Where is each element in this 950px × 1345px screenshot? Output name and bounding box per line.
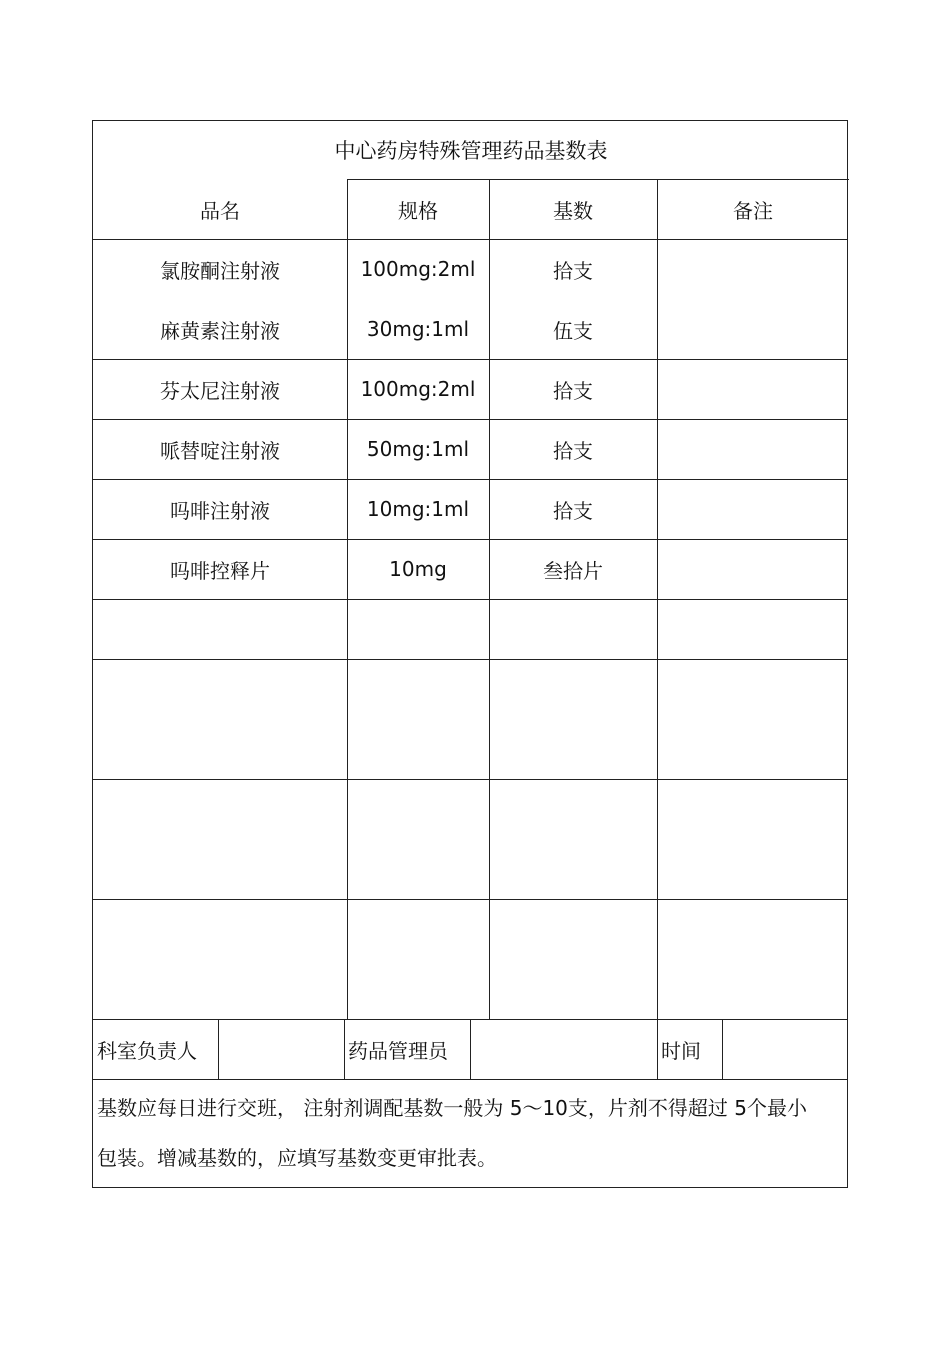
drug-name: 芬太尼注射液 — [160, 378, 280, 403]
dept-head-label: 科室负责人 — [97, 1038, 197, 1063]
rule-row-10 — [93, 1079, 847, 1080]
header-count: 基数 — [553, 198, 593, 223]
drug-remark[interactable] — [657, 419, 849, 479]
drug-name: 哌替啶注射液 — [160, 438, 280, 463]
header-name: 品名 — [200, 198, 240, 223]
form-title: 中心药房特殊管理药品基数表 — [334, 139, 608, 163]
rule-row-5 — [93, 599, 847, 600]
note-line-2: 包装。增减基数的，应填写基数变更审批表。 — [97, 1146, 497, 1170]
drug-count: 叁拾片 — [543, 558, 603, 583]
drug-name: 氯胺酮注射液 — [160, 258, 280, 283]
drug-remark[interactable] — [657, 539, 849, 599]
drug-remark[interactable] — [657, 359, 849, 419]
drug-remark[interactable] — [657, 299, 849, 359]
drug-name: 吗啡注射液 — [170, 498, 270, 523]
rule-row-6 — [93, 659, 847, 660]
drug-base-quantity-form — [92, 120, 848, 1188]
rule-row-8 — [93, 899, 847, 900]
drug-spec: 100mg:2ml — [360, 257, 476, 281]
drug-count: 拾支 — [553, 378, 593, 403]
time-field[interactable] — [722, 1019, 849, 1079]
drug-spec: 100mg:2ml — [360, 377, 476, 401]
drug-name: 麻黄素注射液 — [160, 318, 280, 343]
drug-spec: 10mg — [389, 557, 447, 581]
drug-count: 拾支 — [553, 438, 593, 463]
drug-count: 拾支 — [553, 258, 593, 283]
header-remark: 备注 — [733, 198, 773, 223]
header-spec: 规格 — [398, 198, 438, 223]
footer-note — [97, 1083, 845, 1183]
drug-spec: 30mg:1ml — [366, 317, 470, 341]
time-label: 时间 — [661, 1038, 701, 1063]
drug-count: 拾支 — [553, 498, 593, 523]
rule-row-7 — [93, 779, 847, 780]
drug-count: 伍支 — [553, 318, 593, 343]
drug-spec: 50mg:1ml — [366, 437, 470, 461]
note-line-1: 基数应每日进行交班， 注射剂调配基数一般为 5～10支，片剂不得超过 5个最小 — [97, 1096, 807, 1120]
drug-spec: 10mg:1ml — [366, 497, 470, 521]
dept-head-field[interactable] — [218, 1019, 344, 1079]
drug-name: 吗啡控释片 — [170, 558, 270, 583]
drug-remark[interactable] — [657, 479, 849, 539]
drug-remark[interactable] — [657, 239, 849, 299]
pharmacist-field[interactable] — [470, 1019, 657, 1079]
pharmacist-label: 药品管理员 — [348, 1038, 448, 1063]
